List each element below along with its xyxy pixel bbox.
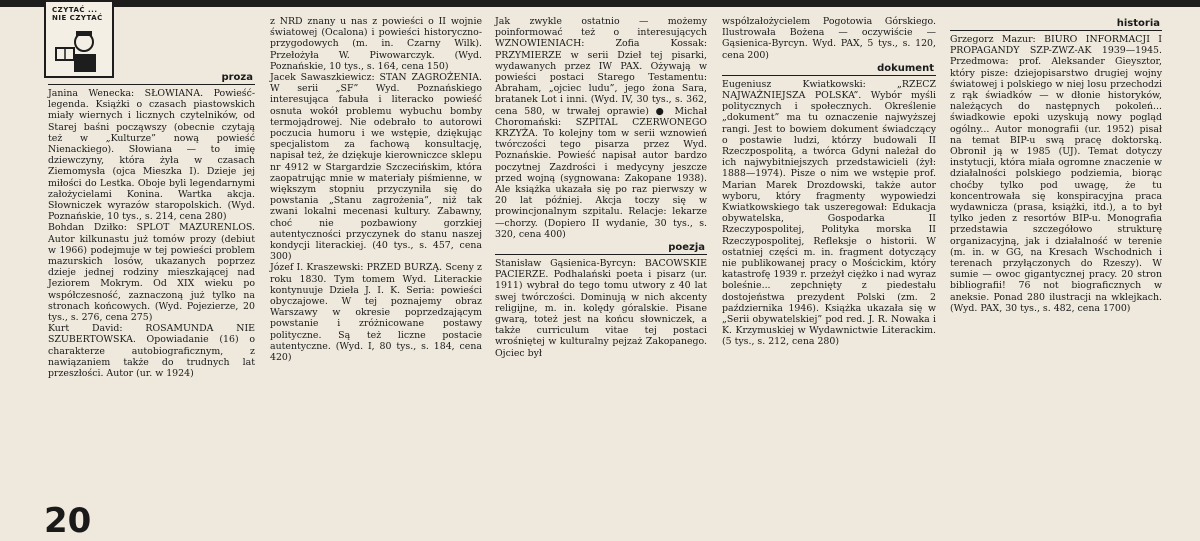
review-entry: Stanisław Gąsienica-Byrcyn: BACOWSKIE PACIERZE. Podhalański poeta i pisarz (ur. 1911) wybrał do tego tomu utwory z 40 lat swej twórczości. Dominują w nich akcenty religijne, m. in. kolędy góralskie. Pisane gwarą, toteż jest na końcu słowniczek, a także curriculum vitae tej postaci wrośniętej w kulturalny pejzaż Zakopanego. Ojciec był (495, 258, 707, 359)
review-entry: Janina Wenecka: SŁOWIANA. Powieść-legenda. Książki o czasach piastowskich miały wiernych i licznych czytelników, od Starej baśni począwszy (obecnie czytają też w „Kulturze” nową powieść Nienackiego). Słowiana — to imię dziewczyny, która żyła w czasach Ziemomysła (ojca Mieszka I). Dzieje jej miłości do Lestka. Oboje byli legendarnymi założycielami Konina. Wartka akcja. Słowniczek wyrazów staropolskich. (Wyd. Poznańskie, 10 tys., s. 214, cena 280) (48, 88, 255, 223)
review-entry: Józef I. Kraszewski: PRZED BURZĄ. Sceny z roku 1830. Tym tomem Wyd. Literackie kontynuuje Dzieła J. I. K. Seria: powieści obyczajowe. W tej poznajemy obraz Warszawy w okresie poprzedzającym powstanie i zróżnicowane postawy polityczne. Są też liczne postacie autentyczne. (Wyd. I, 80 tys., s. 184, cena 420) (270, 262, 482, 364)
top-rule (0, 0, 1200, 7)
review-entry: Kurt David: ROSAMUNDA NIE SZUBERTOWSKA. Opowiadanie (16) o charakterze autobiograficznym, z nawiązaniem także do trudnych lat przeszłości. Autor (ur. w 1924) (48, 323, 255, 380)
page-number: 20 (44, 501, 92, 541)
review-entry: Bohdan Dziłko: SPLOT MAZURENLOS. Autor kilkunastu już tomów prozy (debiut w 1966) podejmuje w tej powieści problem mazurskich losów, ukazanych poprzez dzieje jednej rodziny mieszkającej nad Jeziorem Mokrym. Od XIX wieku po współczesność, zaznaczoną już tylko na stronach końcowych. (Wyd. Pojezierze, 20 tys., s. 276, cena 275) (48, 222, 255, 324)
section-heading-dokument: dokument (722, 63, 936, 76)
section-heading-proza: proza (48, 72, 255, 85)
column-2 (270, 16, 482, 363)
reader-figure-icon (46, 2, 112, 76)
review-entry: Grzegorz Mazur: BIURO INFORMACJI I PROPAGANDY SZP-ZWZ-AK 1939—1945. Przedmowa: prof. Aleksander Gieysztor, który pisze: dziejopisarstwo drugiej wojny światowej i polskiego w niej losu przechodzi z rąk świadków — w dłonie historyków, należących do następnych pokoleń... świadkowie epoki uzyskują nowy pogląd ogólny... Autor monografii (ur. 1952) pisał na temat BIP-u swą pracę doktorską. Obronił ją w 1985 (UJ). Temat dotyczy instytucji, która miała ogromne znaczenie w działalności polskiego podziemia, biorąc choćby tylko pod uwagę, że tu koncentrowała się konspiracyjna praca wydawnicza (prasa, książki, itd.), a to był tylko jeden z resortów BIP-u. Monografia przedstawia szczegółowo strukturę organizacyjną, jak i działalność w terenie (m. in. w GG, na Kresach Wschodnich i terenach przyłączonych do Rzeszy). W sumie — owoc gigantycznej pracy. 20 stron bibliografii! 76 not biograficznych w aneksie. Ponad 280 ilustracji na wklejkach. (Wyd. PAX, 30 tys., s. 482, cena 1700) (950, 34, 1162, 314)
section-heading-historia: historia (950, 18, 1162, 31)
column-1 (48, 70, 255, 379)
review-entry: Jak zwykle ostatnio — możemy poinformować też o interesujących WZNOWIENIACH: Zofia Kossak: PRZYMIERZE w serii Dzieł tej pisarki, wydawanych przez IW PAX. Ożywają w powieści postaci Starego Testamentu: Abraham, „ojciec ludu”, jego żona Sara, bratanek Lot i inni. (Wyd. IV, 30 tys., s. 362, cena 580, w trwałej oprawie) ● Michał Choromański: SZPITAL CZERWONEGO KRZYŻA. To kolejny tom w serii wznowień twórczości tego pisarza przez Wyd. Poznańskie. Powieść napisał autor bardzo poczytnej Zazdrości i medycyny jeszcze przed wojną (sygnowana: Zakopane 1938). Ale książka ukazała się po raz pierwszy w 20 lat później. Akcja toczy się w prowincjonalnym szpitalu. Relacje: lekarze—chorzy. (Dopiero II wydanie, 30 tys., s. 320, cena 400) (495, 16, 707, 240)
column-3 (495, 16, 707, 359)
review-entry: współzałożycielem Pogotowia Górskiego. Ilustrowała Bożena — oczywiście — Gąsienica-Byrcyn. Wyd. PAX, 5 tys., s. 120, cena 200) (722, 16, 936, 61)
review-entry: Jacek Sawaszkiewicz: STAN ZAGROŻENIA. W serii „SF” Wyd. Poznańskiego interesująca fabuła i literacko powieść osnuta wokół problemu wybuchu bomby termojądrowej. Nie odebrało to autorowi poczucia humoru i we wstępie, dziękując specjalistom za fachową konsultację, napisał też, że dziękuje kierowniczce sklepu nr 4912 w Stargardzie Szczecińskim, która zaopatrując mnie w materiały piśmienne, w większym stopniu przyczyniła się do powstania „Stanu zagrożenia”, niż tak zwani lokalni mecenasi kultury. Zabawny, choć nie pozbawiony gorzkiej autentyczności przyczynek do stanu naszej kondycji literackiej. (40 tys., s. 457, cena 300) (270, 72, 482, 263)
review-entry: Eugeniusz Kwiatkowski: „RZECZ NAJWAŻNIEJSZA POLSKA”. Wybór myśli politycznych i społecznych. Określenie „dokument” ma tu oznaczenie najwyższej rangi. Jest to bowiem dokument świadczący o postawie ludzi, którzy budowali II Rzeczpospolitą, a twórca Gdyni należał do ich najwybitniejszych przedstawicieli (żył: 1888—1974). Pisze o nim we wstępie prof. Marian Marek Drozdowski, także autor wyboru, który fragmenty wypowiedzi Kwiatkowskiego tak uszeregował: Edukacja obywatelska, Gospodarka II Rzeczypospolitej, Polityka morska II Rzeczypospolitej, Refleksje o historii. W ostatniej części m. in. fragment dotyczący nie publikowanej pracy o Mościckim, który katastrofę 1939 r. przeżył ciężko i nad wyraz boleśnie... zepchnięty z piedestału dostojeństwa prezydent Polski (zm. 2 października 1946). Książka ukazała się w „Serii obywatelskiej” pod red. J. R. Nowaka i K. Krzymuskiej w Wydawnictwie Literackim. (5 tys., s. 212, cena 280) (722, 78, 936, 348)
column-4 (722, 16, 936, 348)
review-entry: z NRD znany u nas z powieści o II wojnie światowej (Ocalona) i powieści historyczno-przygodowych (m. in. Czarny Wilk). Przełożyła W. Piwowarczyk. (Wyd. Poznańskie, 10 tys., s. 164, cena 150) (270, 16, 482, 72)
logo-text: CZYTAĆ ... NIE CZYTAĆ (52, 6, 103, 22)
section-heading-poezja: poezja (495, 242, 707, 255)
logo (44, 0, 114, 78)
column-5 (950, 16, 1162, 314)
